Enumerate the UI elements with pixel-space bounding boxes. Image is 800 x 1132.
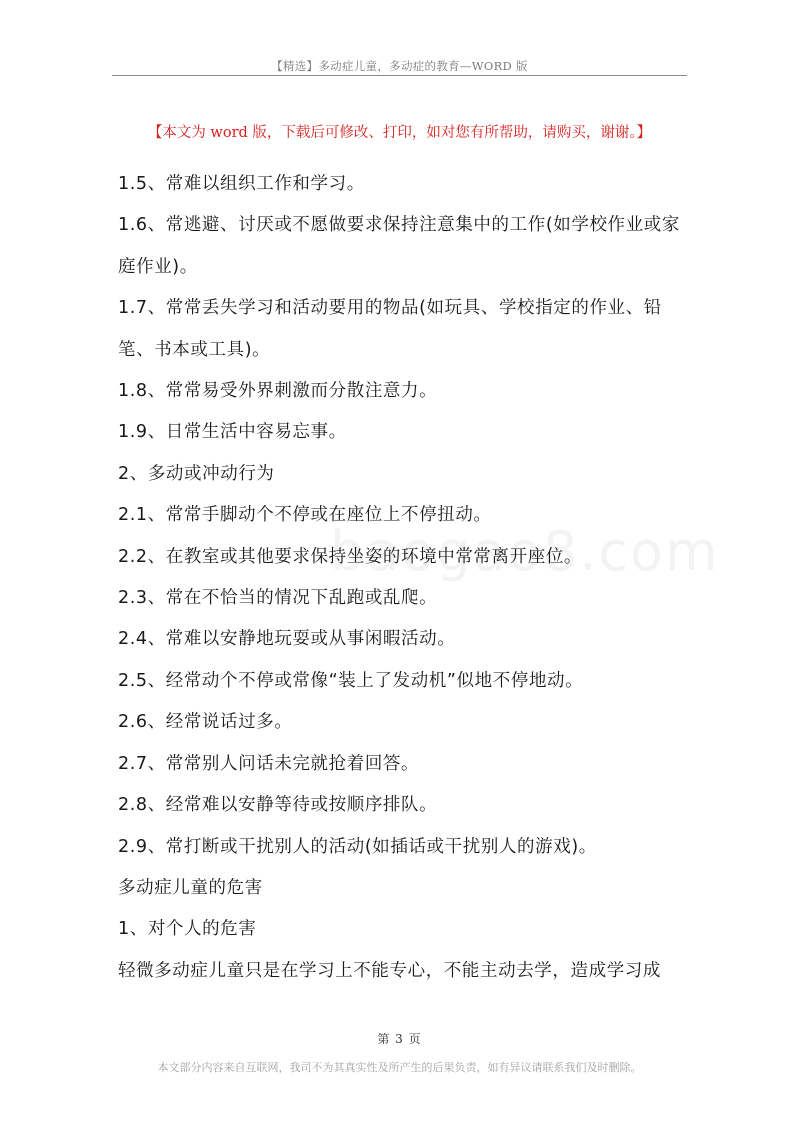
paragraph-2-6: 2.6、经常说话过多。 [118, 712, 293, 733]
paragraph-2-7: 2.7、常常别人问话未完就抢着回答。 [118, 753, 420, 774]
paragraph-1-8: 1.8、常常易受外界刺激而分散注意力。 [118, 381, 438, 402]
page-header-title: 【精选】多动症儿童，多动症的教育—WORD 版 [271, 59, 528, 73]
paragraph-2-4: 2.4、常难以安静地玩耍或从事闲暇活动。 [118, 629, 456, 650]
download-notice: 【本文为 word 版，下载后可修改、打印，如对您有所帮助，请购买，谢谢。】 [147, 125, 652, 141]
footer-disclaimer: 本文部分内容来自互联网，我司不为其真实性及所产生的后果负责，如有异议请联系我们及时删除。 [157, 1061, 642, 1074]
paragraph-1-6: 1.6、常逃避、讨厌或不愿做要求保持注意集中的工作(如学校作业或家庭作业)。 [118, 215, 680, 277]
section-heading-harms: 多动症儿童的危害 [118, 877, 263, 898]
paragraph-1-9: 1.9、日常生活中容易忘事。 [118, 422, 347, 443]
subheading-personal-harm: 1、对个人的危害 [118, 919, 257, 940]
paragraph-2-8: 2.8、经常难以安静等待或按顺序排队。 [118, 795, 438, 816]
document-body [118, 164, 693, 992]
section-heading-hyperactivity: 2、多动或冲动行为 [118, 463, 275, 484]
paragraph-2-2: 2.2、在教室或其他要求保持坐姿的环境中常常离开座位。 [118, 546, 583, 567]
paragraph-2-3: 2.3、常在不恰当的情况下乱跑或乱爬。 [118, 588, 438, 609]
header-divider [112, 75, 687, 76]
paragraph-2-1: 2.1、常常手脚动个不停或在座位上不停扭动。 [118, 505, 492, 526]
paragraph-mild-adhd: 轻微多动症儿童只是在学习上不能专心，不能主动去学，造成学习成 [118, 960, 661, 981]
paragraph-2-5: 2.5、经常动个不停或常像“装上了发动机”似地不停地动。 [118, 670, 584, 691]
paragraph-1-7: 1.7、常常丢失学习和活动要用的物品(如玩具、学校指定的作业、铅笔、书本或工具)。 [118, 298, 662, 360]
paragraph-2-9: 2.9、常打断或干扰别人的活动(如插话或干扰别人的游戏)。 [118, 836, 597, 857]
paragraph-1-5: 1.5、常难以组织工作和学习。 [118, 174, 365, 194]
page-number: 第 3 页 [377, 1032, 422, 1046]
